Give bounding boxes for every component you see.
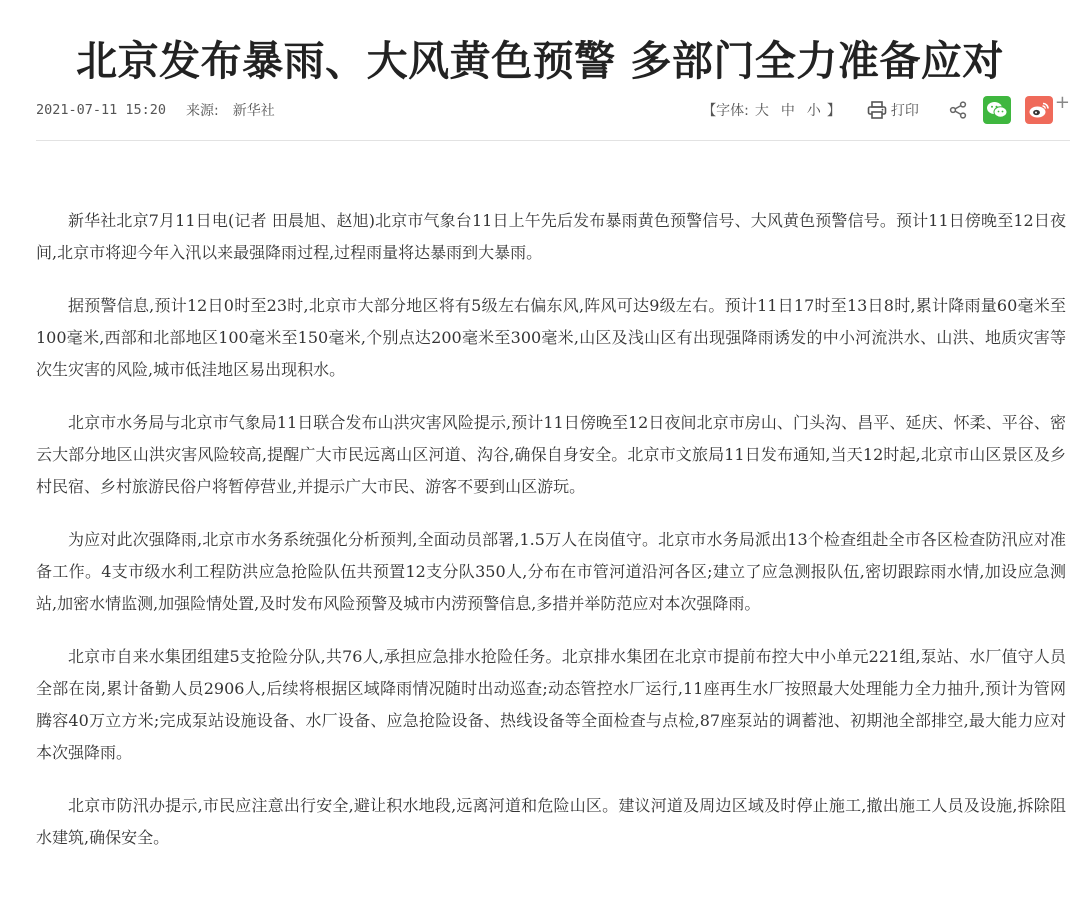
share-button[interactable] [949,101,967,119]
source-name: 新华社 [232,103,275,119]
share-wechat-button[interactable] [983,96,1011,124]
font-size-large-button[interactable]: 大 [754,103,769,119]
paragraph-2: 据预警信息,预计12日0时至23时,北京市大部分地区将有5级左右偏东风,阵风可达9级左右。预计11日17时至13日8时,累计降雨量60毫米至100毫米,西部和北部地区100毫米至150毫米,个别点达200毫米至300毫米,山区及浅山区有出现强降雨诱发的中小河流洪水、山洪、地质灾害等次生灾害的风险,城市低洼地区易出现积水。 [36,296,1066,379]
print-label: 打印 [890,103,919,119]
font-size-medium-button[interactable]: 中 [780,103,795,119]
article-meta-bar [36,92,1070,128]
paragraph-1: 新华社北京7月11日电(记者 田晨旭、赵旭)北京市气象台11日上午先后发布暴雨黄色预警信号、大风黄色预警信号。预计11日傍晚至12日夜间,北京市将迎今年入汛以来最强降雨过程,过程雨量将达暴雨到大暴雨。 [36,211,1066,262]
font-size-label: 【字体: [702,103,749,119]
font-size-small-button[interactable]: 小 [806,103,821,119]
source-label: 来源: [186,103,219,119]
printer-icon [867,101,887,119]
header-divider [36,140,1070,141]
more-share-button[interactable]: + [1054,91,1070,113]
article-toolbar [702,92,1070,128]
share-icon [949,101,967,119]
share-weibo-button[interactable] [1025,96,1053,124]
print-button[interactable] [867,100,919,120]
paragraph-6: 北京市防汛办提示,市民应注意出行安全,避让积水地段,远离河道和危险山区。建议河道及周边区域及时停止施工,撤出施工人员及设施,拆除阻水建筑,确保安全。 [36,796,1066,847]
article-meta [36,92,275,128]
font-size-bracket: 】 [826,103,841,119]
paragraph-4: 为应对此次强降雨,北京市水务系统强化分析预判,全面动员部署,1.5万人在岗值守。北京市水务局派出13个检查组赴全市各区检查防汛应对准备工作。4支市级水利工程防洪应急抢险队伍共预置12支分队350人,分布在市管河道沿河各区;建立了应急测报队伍,密切跟踪雨水情,加设应急测站,加密水情监测,加强险情处置,及时发布风险预警及城市内涝预警信息,多措并举防范应对本次强降雨。 [36,530,1066,613]
font-size-control [702,100,841,120]
publish-date: 2021-07-11 15:20 [36,102,167,118]
weibo-icon [1028,101,1050,119]
paragraph-3: 北京市水务局与北京市气象局11日联合发布山洪灾害风险提示,预计11日傍晚至12日夜间北京市房山、门头沟、昌平、延庆、怀柔、平谷、密云大部分地区山洪灾害风险较高,提醒广大市民远离山区河道、沟谷,确保自身安全。北京市文旅局11日发布通知,当天12时起,北京市山区景区及乡村民宿、乡村旅游民俗户将暂停营业,并提示广大市民、游客不要到山区游玩。 [36,413,1066,496]
paragraph-5: 北京市自来水集团组建5支抢险分队,共76人,承担应急排水抢险任务。北京排水集团在北京市提前布控大中小单元221组,泵站、水厂值守人员全部在岗,累计备勤人员2906人,后续将根据区域降雨情况随时出动巡查;动态管控水厂运行,11座再生水厂按照最大处理能力全力抽升,预计为管网腾容40万立方米;完成泵站设施设备、水厂设备、应急抢险设备、热线设备等全面检查与点检,87座泵站的调蓄池、初期池全部排空,最大能力应对本次强降雨。 [36,647,1066,762]
wechat-icon [986,101,1008,119]
article-body [36,205,1066,875]
article-title: 北京发布暴雨、大风黄色预警 多部门全力准备应对 [76,37,1004,86]
